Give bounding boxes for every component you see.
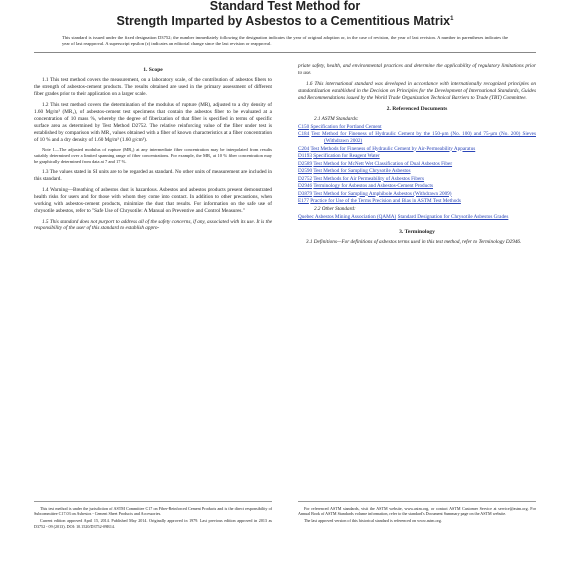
reference-item[interactable] <box>298 191 536 198</box>
reference-title[interactable]: Standard Designation for Chrysotile Asbestos Grades <box>397 213 509 220</box>
reference-code[interactable]: C204 <box>298 145 310 152</box>
reference-title[interactable]: Specification for Portland Cement <box>310 123 382 130</box>
footnote-4: The last approved version of this historical standard is referenced on www.astm.org. <box>304 518 442 524</box>
designation-notice: This standard is issued under the fixed designation D3752; the number immediately following the designation indicates the year of original adoption or, in the case of revision, the year of last revision. A number in parentheses indicates the year of last reapproval. A superscript epsilon (ε) indicates an editorial change since the last revision or reapproval. <box>62 35 508 46</box>
reference-item[interactable] <box>298 146 536 153</box>
reference-code[interactable]: D2752 <box>298 175 313 182</box>
reference-item[interactable] <box>298 176 536 183</box>
scope-heading: 1. Scope <box>143 67 163 74</box>
title-line-2: Strength Imparted by Asbestos to a Cementitious Matrix <box>116 14 451 29</box>
para-1-3: 1.3 The values stated in SI units are to be regarded as standard. No other units of measurement are included in this standard. <box>34 169 272 183</box>
reference-code[interactable]: E177 <box>298 198 309 205</box>
other-standard-label: 2.2 Other Standard: <box>314 206 356 212</box>
para-1-2: 1.2 This test method covers the determination of the modulus of rupture (MR), adjusted to a dry density of 1.60 Mg/m³ (MR₁), of asbestos-cement test specimens that contain the asbestos fiber to be evaluated at a concentration of 10 mass %, whereby the degree of fiberization of that fiber is specified in terms of specific surface area as determined by Test Method D2752. The relative reinforcing value of the fiber under test is established by comparison with MR₁ values obtained with a fiber of known characteristics at a fiber concentration of 10 % and a dry density of 1.60 Mg/m³ (1.60 g/cm³). <box>34 101 272 143</box>
astm-standards-label: 2.1 ASTM Standards: <box>314 115 359 122</box>
referenced-documents-heading: 2. Referenced Documents <box>386 105 448 112</box>
reference-title[interactable]: Terminology for Asbestos and Asbestos-Cement Products <box>313 183 433 190</box>
reference-title[interactable]: Practice for Use of the Terms Precision and Bias in ASTM Test Methods <box>310 198 461 205</box>
document-title <box>34 0 536 28</box>
footnote-1: This test method is under the jurisdiction of ASTM Committee C17 on Fiber-Reinforced Cement Products and is the direct responsibility of Subcommittee C17.03 on Asbestos - Cement Sheet Products and Accessories. <box>34 506 272 517</box>
para-3-1: 3.1 Definitions—For definitions of asbestos terms used in this test method, refer to Terminology D2946. <box>306 238 522 245</box>
reference-code[interactable]: C150 <box>298 123 310 130</box>
reference-title[interactable]: Test Method for Fineness of Hydraulic Cement by the 150-μm (No. 100) and 75-μm (No. 200) Sieves (Withdrawn 2002) <box>311 131 536 145</box>
reference-item[interactable] <box>298 161 536 168</box>
reference-title[interactable]: Test Method for Sampling Amphibole Asbestos (Withdrawn 2009) <box>313 190 452 197</box>
reference-item[interactable] <box>298 153 536 160</box>
reference-code[interactable]: D3879 <box>298 190 313 197</box>
reference-title[interactable]: Specification for Reagent Water <box>313 153 380 160</box>
para-1-1: 1.1 This test method covers the measurement, on a laboratory scale, of the contribution of asbestos fibers to the strength of asbestos-cement products. The results obtained are used in the primary assessment of different fiber grades prior to their application on a larger scale. <box>34 77 272 98</box>
reference-title[interactable]: Test Method for Sampling Chrysotile Asbestos <box>313 168 411 175</box>
reference-code[interactable]: D1193 <box>298 153 312 160</box>
para-1-6: 1.6 This international standard was developed in accordance with internationally recognized principles on standardization established in the Decision on Principles for the Development of International Standards, Guides and Recommendations issued by the World Trade Organization Technical Barriers to Trade (TBT) Committee. <box>298 81 536 101</box>
para-1-5: 1.5 This standard does not purport to address all of the safety concerns, if any, associated with its use. It is the responsibility of the user of this standard to establish appro- <box>34 218 272 232</box>
note-1: Note 1—The adjusted modulus of rupture (MR₁) at any intermediate fiber concentration may be interpolated from results suitably determined over a limited spanning range of fiber concentrations. For example, the MR₁ at 10 % fiber concentration may be graphically determined from data at 7 and 17 %. <box>34 147 272 165</box>
footnote-3: For referenced ASTM standards, visit the ASTM website, www.astm.org, or contact ASTM Customer Service at service@astm.org. For Annual Book of ASTM Standards volume information, refer to the standard's Document Summary page on the ASTM website. <box>298 506 536 517</box>
para-1-5-continued: priate safety, health, and environmental practices and determine the applicability of regulatory limitations prior to use. <box>298 63 536 77</box>
reference-code[interactable]: C184 <box>298 131 310 138</box>
reference-list <box>298 124 536 205</box>
reference-code[interactable]: D2590 <box>298 168 313 175</box>
reference-title[interactable]: Test Methods for Air Permeability of Asbestos Fibers <box>313 175 425 182</box>
reference-code[interactable]: D2589 <box>298 160 313 167</box>
terminology-heading: 3. Terminology <box>399 228 435 235</box>
reference-title[interactable]: Test Method for McNett Wet Classification of Dual Asbestos Fiber <box>313 160 453 167</box>
footnotes <box>34 501 536 531</box>
reference-title[interactable]: Test Methods for Fineness of Hydraulic Cement by Air-Permeability Apparatus <box>310 145 476 152</box>
footnotes-left <box>34 501 272 531</box>
reference-item-qama[interactable] <box>298 214 536 221</box>
body-columns <box>34 63 536 249</box>
footnote-2: Current edition approved April 15, 2014. Published May 2014. Originally approved in 1979. Last previous edition approved in 2013 as D3752 - 09 (2013). DOI: 10.1520/D3752-09R14. <box>34 518 272 529</box>
title-footnote-mark: 1 <box>450 16 454 22</box>
title-line-1: Standard Test Method for <box>209 0 361 13</box>
reference-item[interactable] <box>298 183 536 190</box>
right-column <box>298 63 536 249</box>
para-1-4-warning: 1.4 Warning—Breathing of asbestos dust is hazardous. Asbestos and asbestos products present demonstrated health risks for users and for those with whom they come into contact. In addition to other precautions, when working with asbestos-cement products, minimize the dust that results. For information on the safe use of chrysotile asbestos, refer to "Safe Use of Chrysotile: A Manual on Preventive and Control Measures." <box>34 186 272 214</box>
footnotes-right <box>298 501 536 531</box>
reference-item[interactable] <box>298 168 536 175</box>
reference-item[interactable] <box>298 124 536 131</box>
reference-item[interactable] <box>298 198 536 205</box>
reference-item[interactable] <box>298 131 536 145</box>
reference-code[interactable]: Quebec Asbestos Mining Association (QAMA) <box>298 213 397 220</box>
header-divider <box>34 52 536 53</box>
reference-code[interactable]: D2946 <box>298 183 313 190</box>
left-column <box>34 63 272 249</box>
